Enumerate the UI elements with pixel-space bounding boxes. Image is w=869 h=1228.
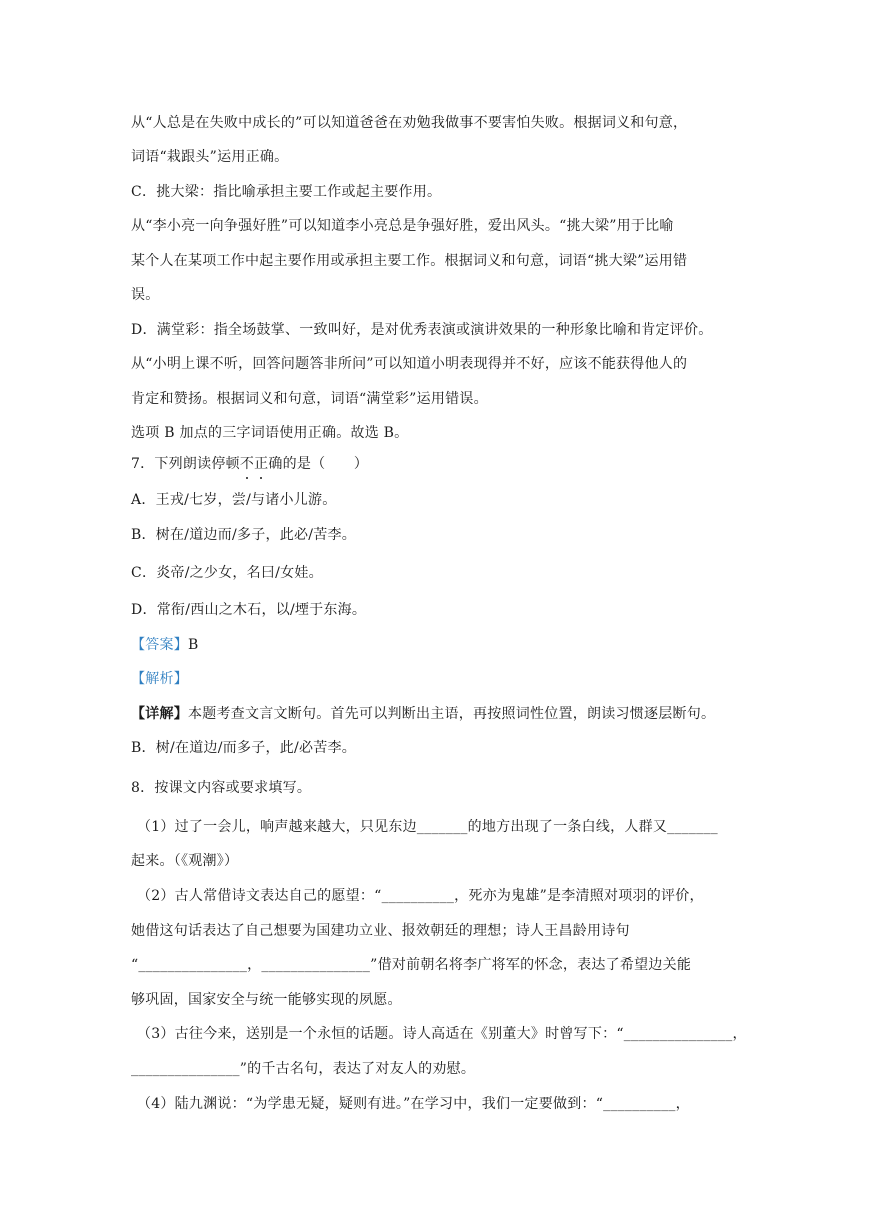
- text-line: 从“李小亮一向争强好胜”可以知道李小亮总是争强好胜，爱出风头。“挑大梁”用于比喻: [131, 218, 674, 234]
- text-line: 误。: [131, 287, 160, 303]
- q8-part-4: （4）陆九渊说：“为学患无疑，疑则有进。”在学习中，我们一定要做到：“__________，: [137, 1096, 690, 1112]
- text-line: 肯定和赞扬。根据词义和句意，词语“满堂彩”运用错误。: [131, 391, 488, 407]
- analysis-tag: 【解析】: [131, 671, 188, 687]
- detail-option-b: B．树/在道边/而多子，此/必苦李。: [131, 740, 356, 756]
- conclusion-line: 选项 B 加点的三字词语使用正确。故选 B。: [131, 425, 409, 441]
- detail-tag: 【详解】: [131, 706, 188, 722]
- stem-text: 的是（ ）: [282, 456, 369, 472]
- text-line: 某个人在某项工作中起主要作用或承担主要工作。根据词义和句意，词语“挑大梁”运用错: [131, 253, 688, 269]
- detail-text: 本题考查文言文断句。首先可以判断出主语，再按照词性位置，朗读习惯逐层断句。: [188, 706, 716, 722]
- option-c: C．炎帝/之少女，名曰/女娃。: [131, 565, 323, 581]
- text-line: “_______________，_______________”借对前朝名将李广将军的怀念，表达了希望边关能: [131, 957, 692, 973]
- question-7-stem: [131, 454, 741, 474]
- q8-part-1: （1）过了一会儿，响声越来越大，只见东边_______的地方出现了一条白线，人群又_______: [137, 819, 718, 835]
- text-line: _______________”的千古名句，表达了对友人的劝慰。: [131, 1061, 476, 1077]
- option-c-explanation-heading: C．挑大梁：指比喻承担主要工作或起主要作用。: [131, 184, 442, 200]
- option-d: D．常衔/西山之木石，以/堙于东海。: [131, 602, 367, 618]
- text-line: 词语“栽跟头”运用正确。: [131, 149, 289, 165]
- answer-tag: 【答案】: [131, 637, 188, 653]
- analysis-line: [131, 669, 741, 689]
- text-line: 她借这句话表达了自己想要为国建功立业、报效朝廷的理想；诗人王昌龄用诗句: [131, 923, 630, 939]
- question-8-stem: 8．按课文内容或要求填写。: [131, 780, 312, 796]
- answer-line: [131, 635, 741, 655]
- text-line: 从“小明上课不听，回答问题答非所问”可以知道小明表现得并不好，应该不能获得他人的: [131, 356, 688, 372]
- text-line: 够巩固，国家安全与统一能够实现的夙愿。: [131, 992, 402, 1008]
- q8-part-2: （2）古人常借诗文表达自己的愿望：“__________，死亦为鬼雄”是李清照对项羽的评价，: [137, 888, 704, 904]
- option-a: A．王戎/七岁，尝/与诸小儿游。: [131, 492, 337, 508]
- stem-text: 7．下列朗读停顿: [131, 456, 240, 472]
- stem-text: 确: [268, 456, 283, 472]
- q8-part-3: （3）古往今来，送别是一个永恒的话题。诗人高适在《别董大》时曾写下：“_______________，: [137, 1026, 747, 1042]
- answer-value: B: [188, 637, 199, 653]
- text-line: 起来。（《观潮》）: [131, 853, 239, 869]
- detail-line: [131, 704, 741, 724]
- text-line: 从“人总是在失败中成长的”可以知道爸爸在劝勉我做事不要害怕失败。根据词义和句意，: [131, 115, 688, 131]
- option-b: B．树在/道边而/多子，此必/苦李。: [131, 527, 356, 543]
- option-d-explanation-heading: D．满堂彩：指全场鼓掌、一致叫好，是对优秀表演或演讲效果的一种形象比喻和肯定评价。: [131, 322, 713, 338]
- emphasis-char: 不: [239, 456, 255, 472]
- emphasis-char: 正: [254, 456, 269, 472]
